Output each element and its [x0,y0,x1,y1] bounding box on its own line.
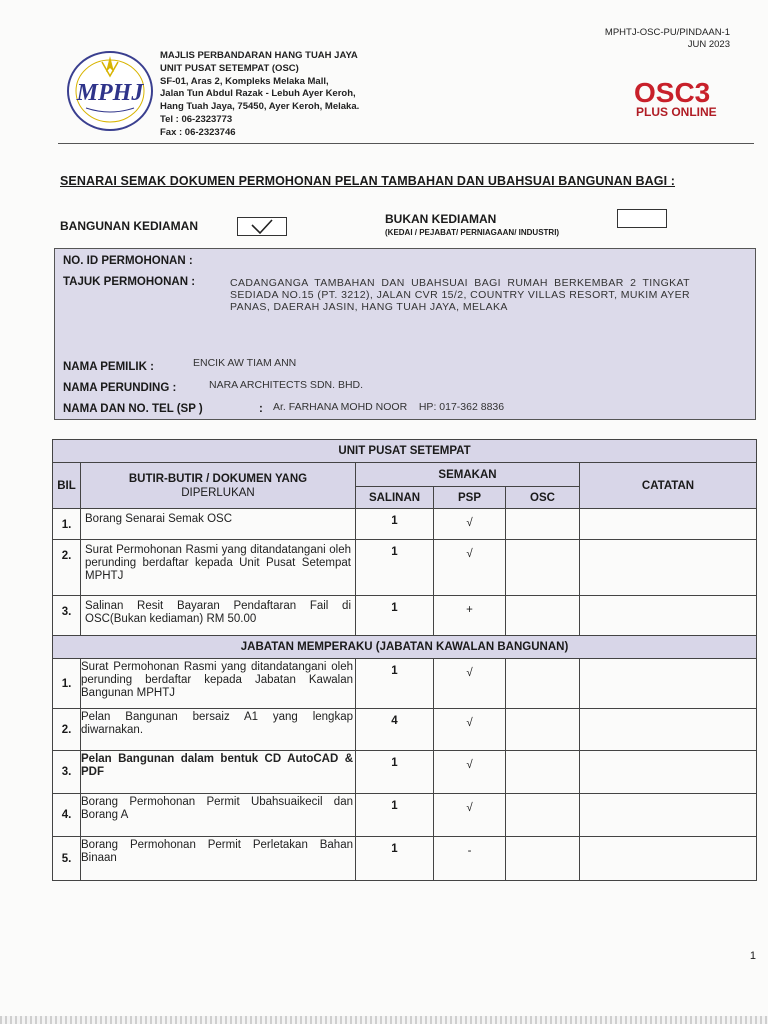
bukan-kediaman-checkbox[interactable] [617,209,667,228]
row-salinan: 1 [356,659,434,709]
row-psp-check[interactable]: √ [434,751,506,794]
row-osc-check[interactable] [506,509,580,540]
row-catatan[interactable] [580,794,757,837]
sp-value: Ar. FARHANA MOHD NOOR HP: 017-362 8836 [273,401,505,413]
row-salinan: 1 [356,540,434,596]
checkmark-icon [250,219,274,235]
pemilik-label: NAMA PEMILIK : [63,361,154,373]
col-butir-header [81,463,356,509]
col-salinan-header: SALINAN [356,487,434,509]
row-catatan[interactable] [580,659,757,709]
row-psp-check[interactable]: √ [434,709,506,751]
table-row [53,596,757,636]
row-osc-check[interactable] [506,794,580,837]
application-info-panel [54,248,756,420]
page-number: 1 [749,950,756,962]
row-osc-check[interactable] [506,709,580,751]
organization-name: MAJLIS PERBANDARAN HANG TUAH JAYA [160,50,358,61]
col-semakan-header: SEMAKAN [356,463,580,487]
row-osc-check[interactable] [506,659,580,709]
row-catatan[interactable] [580,751,757,794]
perunding-value: NARA ARCHITECTS SDN. BHD. [209,379,364,391]
section-header-row [53,636,757,659]
table-row [53,659,757,709]
row-catatan[interactable] [580,709,757,751]
table-row [53,509,757,540]
row-psp-check[interactable]: √ [434,540,506,596]
tajuk-label: TAJUK PERMOHONAN : [63,276,196,288]
row-number: 2. [53,709,81,751]
logo-lettering: MPHJ [76,80,144,106]
osc3-logo [632,76,732,120]
row-psp-check[interactable]: √ [434,794,506,837]
row-document: Pelan Bangunan dalam bentuk CD AutoCAD & PDF [81,751,356,794]
row-psp-check[interactable]: + [434,596,506,636]
osc3-sub-text: PLUS ONLINE [636,105,717,119]
perunding-label: NAMA PERUNDING : [63,382,177,394]
row-number: 1. [53,509,81,540]
organization-unit: UNIT PUSAT SETEMPAT (OSC) [160,62,299,74]
row-number: 5. [53,837,81,881]
kediaman-checkbox[interactable] [237,217,287,236]
col-butir-line1: BUTIR-BUTIR / DOKUMEN YANG [128,472,308,485]
row-psp-check[interactable]: - [434,837,506,881]
organization-address [160,50,359,140]
row-document: Pelan Bangunan bersaiz A1 yang lengkap diwarnakan. [81,709,356,751]
sp-label: NAMA DAN NO. TEL (SP ) [63,403,203,415]
osc3-main-text: OSC3 [634,77,711,108]
checklist-table [52,439,757,881]
row-psp-check[interactable]: √ [434,659,506,709]
col-psp-header: PSP [434,487,506,509]
mphtj-logo [66,50,154,132]
fax: Fax : 06-2323746 [160,126,236,138]
table-row [53,751,757,794]
row-psp-check[interactable]: √ [434,509,506,540]
row-catatan[interactable] [580,596,757,636]
row-catatan[interactable] [580,509,757,540]
row-salinan: 1 [356,794,434,837]
row-document: Borang Senarai Semak OSC [81,509,356,540]
row-salinan: 1 [356,509,434,540]
kediaman-label: BANGUNAN KEDIAMAN [60,219,198,233]
row-document: Borang Permohonan Permit Perletakan Bahan Binaan [81,837,356,881]
row-salinan: 1 [356,751,434,794]
address-line-3: Hang Tuah Jaya, 75450, Ayer Keroh, Melaka. [160,101,360,113]
row-number: 3. [53,596,81,636]
row-number: 2. [53,540,81,596]
pemilik-value: ENCIK AW TIAM ANN [193,357,297,369]
row-osc-check[interactable] [506,837,580,881]
row-catatan[interactable] [580,837,757,881]
reference-date: JUN 2023 [687,39,730,50]
document-reference [605,27,730,51]
table-row [53,540,757,596]
table-row [53,837,757,881]
section-unit-pusat-setempat: UNIT PUSAT SETEMPAT [53,440,757,463]
bukan-kediaman-sublabel: (KEDAI / PEJABAT/ PERNIAGAAN/ INDUSTRI) [385,228,560,237]
column-header-row [53,463,757,487]
section-header-row [53,440,757,463]
row-osc-check[interactable] [506,540,580,596]
scan-edge [0,1016,768,1024]
tajuk-value: CADANGANGA TAMBAHAN DAN UBAHSUAI BAGI RUMAH BERKEMBAR 2 TINGKAT SEDIADA NO.15 (PT. 3212), JALAN CVR 15/2, COUNTRY VILLAS RESORT, MUKIM AYER PANAS, DAERAH JASIN, HANG TUAH JAYA, MELAKA [230,277,690,313]
document-title: SENARAI SEMAK DOKUMEN PERMOHONAN PELAN TAMBAHAN DAN UBAHSUAI BANGUNAN BAGI : [60,174,676,188]
row-number: 1. [53,659,81,709]
id-label: NO. ID PERMOHONAN : [63,255,193,267]
row-salinan: 1 [356,837,434,881]
header-divider [58,143,754,144]
sp-colon: : [259,403,263,415]
row-salinan: 4 [356,709,434,751]
row-osc-check[interactable] [506,751,580,794]
row-catatan[interactable] [580,540,757,596]
table-row [53,794,757,837]
table-row [53,709,757,751]
row-osc-check[interactable] [506,596,580,636]
section-jabatan-memperaku: JABATAN MEMPERAKU (JABATAN KAWALAN BANGUNAN) [53,636,757,659]
row-document: Salinan Resit Bayaran Pendaftaran Fail di OSC(Bukan kediaman) RM 50.00 [81,596,356,636]
telephone: Tel : 06-2323773 [160,113,233,125]
row-document: Borang Permohonan Permit Ubahsuaikecil dan Borang A [81,794,356,837]
col-osc-header: OSC [506,487,580,509]
row-salinan: 1 [356,596,434,636]
row-document: Surat Permohonan Rasmi yang ditandatangani oleh perunding berdaftar kepada Unit Pusat Setempat MPHTJ [81,540,356,596]
address-line-1: SF-01, Aras 2, Kompleks Melaka Mall, [160,75,329,87]
row-document: Surat Permohonan Rasmi yang ditandatangani oleh perunding berdaftar kepada Jabatan Kawalan Bangunan MPHTJ [81,659,356,709]
reference-code: MPHTJ-OSC-PU/PINDAAN-1 [604,27,730,38]
col-butir-line2: DIPERLUKAN [181,486,255,499]
row-number: 4. [53,794,81,837]
bukan-kediaman-label: BUKAN KEDIAMAN [385,212,497,226]
address-line-2: Jalan Tun Abdul Razak - Lebuh Ayer Keroh, [160,88,356,100]
col-catatan-header: CATATAN [580,463,757,509]
col-bil-header: BIL [53,463,81,509]
row-number: 3. [53,751,81,794]
